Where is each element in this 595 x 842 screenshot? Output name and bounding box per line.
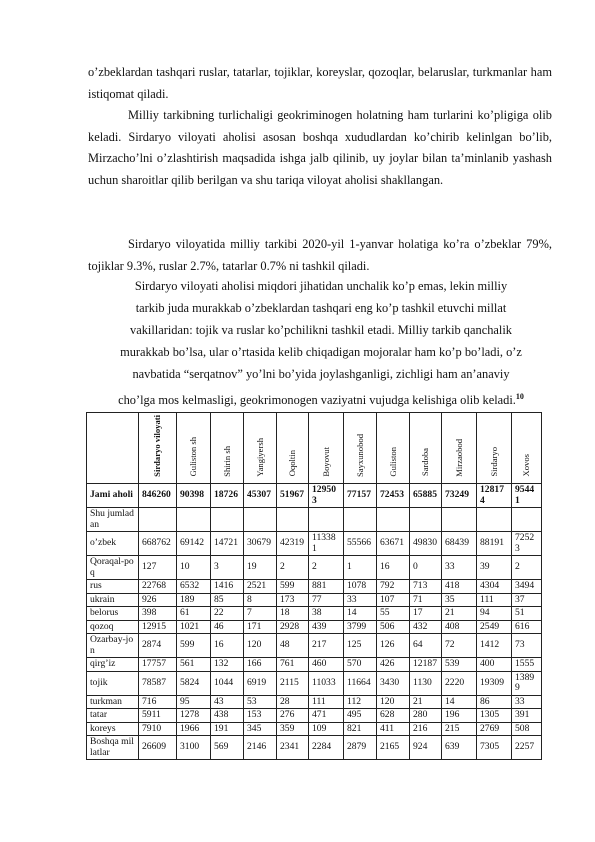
table-cell: 61 xyxy=(177,607,211,621)
column-header-label: Boyovut xyxy=(320,446,331,477)
table-cell: 639 xyxy=(442,736,477,760)
table-cell: 33 xyxy=(442,556,477,580)
table-cell: 65885 xyxy=(410,484,442,508)
table-cell: 26609 xyxy=(139,736,177,760)
table-row xyxy=(87,620,542,634)
column-header xyxy=(244,413,277,484)
row-label: ukrain xyxy=(87,593,139,607)
table-row xyxy=(87,593,542,607)
row-label: Shu jumladan xyxy=(87,508,139,532)
table-row xyxy=(87,671,542,695)
table-cell: 14 xyxy=(344,607,377,621)
table-cell: 90398 xyxy=(177,484,211,508)
table-cell: 1078 xyxy=(344,580,377,594)
table-row xyxy=(87,556,542,580)
table-cell: 10 xyxy=(177,556,211,580)
table-cell: 391 xyxy=(512,709,542,723)
column-header xyxy=(512,413,542,484)
table-cell: 30679 xyxy=(244,532,277,556)
table-cell: 4304 xyxy=(477,580,512,594)
column-header-label: Sardoba xyxy=(420,448,430,477)
column-header xyxy=(309,413,344,484)
centered-line: tarkib juda murakkab o’zbeklardan tashqari eng ko’p tashkil etuvchi millat xyxy=(135,301,507,315)
footnote-reference: 10 xyxy=(515,392,524,401)
column-header xyxy=(442,413,477,484)
column-header xyxy=(177,413,211,484)
row-label: Qoraqal-poq xyxy=(87,556,139,580)
column-header xyxy=(344,413,377,484)
table-cell: 359 xyxy=(277,722,309,736)
centered-line: murakkab bo’lsa, ular o’rtasida kelib chiqadigan mojoralar ham ko’p bo’ladi, o’z xyxy=(120,345,522,359)
table-cell: 13899 xyxy=(512,671,542,695)
table-cell: 2549 xyxy=(477,620,512,634)
column-header xyxy=(410,413,442,484)
table-cell: 94 xyxy=(477,607,512,621)
table-cell: 72523 xyxy=(512,532,542,556)
table-cell: 14 xyxy=(442,695,477,709)
table-cell: 276 xyxy=(277,709,309,723)
table-cell: 3100 xyxy=(177,736,211,760)
table-cell: 3494 xyxy=(512,580,542,594)
table-cell: 28 xyxy=(277,695,309,709)
column-header xyxy=(377,413,410,484)
table-cell: 38 xyxy=(309,607,344,621)
table-header-row xyxy=(87,413,542,484)
table-row xyxy=(87,532,542,556)
table-cell xyxy=(477,508,512,532)
column-header-label: Shirin sh xyxy=(221,445,232,477)
table-cell: 132 xyxy=(211,658,244,672)
paragraph-1: o’zbeklardan tashqari ruslar, tatarlar, tojiklar, koreyslar, qozoqlar, belaruslar, turkmanlar ham istiqomat qiladi. xyxy=(88,65,552,101)
table-cell xyxy=(442,508,477,532)
table-cell: 128174 xyxy=(477,484,512,508)
table-cell: 49830 xyxy=(410,532,442,556)
table-cell: 166 xyxy=(244,658,277,672)
row-label: qirg’iz xyxy=(87,658,139,672)
table-cell: 2 xyxy=(309,556,344,580)
table-cell: 1305 xyxy=(477,709,512,723)
table-row xyxy=(87,634,542,658)
column-header xyxy=(477,413,512,484)
table-cell: 6919 xyxy=(244,671,277,695)
table-cell: 561 xyxy=(177,658,211,672)
table-cell: 72 xyxy=(442,634,477,658)
column-header-label: Oqoltin xyxy=(287,450,297,477)
table-cell: 73 xyxy=(512,634,542,658)
table-cell: 126 xyxy=(377,634,410,658)
table-row xyxy=(87,580,542,594)
table-cell: 2874 xyxy=(139,634,177,658)
row-label: tojik xyxy=(87,671,139,695)
row-label: qozoq xyxy=(87,620,139,634)
table-cell: 88191 xyxy=(477,532,512,556)
table-cell: 1 xyxy=(344,556,377,580)
table-cell: 127 xyxy=(139,556,177,580)
table-row xyxy=(87,658,542,672)
table-cell: 846260 xyxy=(139,484,177,508)
row-label: turkman xyxy=(87,695,139,709)
table-cell: 570 xyxy=(344,658,377,672)
table-cell: 426 xyxy=(377,658,410,672)
table-cell: 72453 xyxy=(377,484,410,508)
table-cell: 113381 xyxy=(309,532,344,556)
table-cell: 1412 xyxy=(477,634,512,658)
table-cell: 16 xyxy=(377,556,410,580)
column-header-label: Sayxunobod xyxy=(354,433,365,477)
row-label: Boshqa millatlar xyxy=(87,736,139,760)
table-cell: 85 xyxy=(211,593,244,607)
table-cell: 215 xyxy=(442,722,477,736)
table-cell: 95 xyxy=(177,695,211,709)
table-cell: 19 xyxy=(244,556,277,580)
row-label: koreys xyxy=(87,722,139,736)
table-cell: 926 xyxy=(139,593,177,607)
table-cell: 12187 xyxy=(410,658,442,672)
table-cell: 14721 xyxy=(211,532,244,556)
table-cell: 495 xyxy=(344,709,377,723)
table-cell: 924 xyxy=(410,736,442,760)
table-cell: 5911 xyxy=(139,709,177,723)
column-header xyxy=(139,413,177,484)
centered-line: vakillaridan: tojik va ruslar ko’pchilikni tashkil etadi. Milliy tarkib qanchalik xyxy=(130,323,512,337)
table-cell xyxy=(277,508,309,532)
table-cell: 196 xyxy=(442,709,477,723)
table-cell: 109 xyxy=(309,722,344,736)
table-row xyxy=(87,736,542,760)
table-cell: 2146 xyxy=(244,736,277,760)
row-label: tatar xyxy=(87,709,139,723)
table-cell: 569 xyxy=(211,736,244,760)
population-table xyxy=(86,412,542,760)
table-cell: 432 xyxy=(410,620,442,634)
table-cell: 6532 xyxy=(177,580,211,594)
column-header xyxy=(211,413,244,484)
table-cell: 713 xyxy=(410,580,442,594)
header-corner xyxy=(87,413,139,484)
table-cell: 42319 xyxy=(277,532,309,556)
table-cell: 35 xyxy=(442,593,477,607)
table-cell: 125 xyxy=(344,634,377,658)
table-cell: 2257 xyxy=(512,736,542,760)
table-cell: 53 xyxy=(244,695,277,709)
table-cell: 1966 xyxy=(177,722,211,736)
row-label: o’zbek xyxy=(87,532,139,556)
table-cell xyxy=(377,508,410,532)
table-cell: 216 xyxy=(410,722,442,736)
table-cell: 45307 xyxy=(244,484,277,508)
table-cell: 2879 xyxy=(344,736,377,760)
table-cell: 506 xyxy=(377,620,410,634)
row-label: Ozarbay-jon xyxy=(87,634,139,658)
centered-line-text: cho’lga mos kelmasligi, geokrimonogen vaziyatni vujudga kelishiga olib keladi. xyxy=(118,393,516,408)
table-cell: 48 xyxy=(277,634,309,658)
table-cell: 2521 xyxy=(244,580,277,594)
centered-line: Sirdaryo viloyati aholisi miqdori jihatidan unchalik ko’p emas, lekin milliy xyxy=(134,279,508,293)
table-cell: 2 xyxy=(277,556,309,580)
table-cell: 43 xyxy=(211,695,244,709)
table-cell: 400 xyxy=(477,658,512,672)
row-label: Jami aholi xyxy=(87,484,139,508)
table-cell: 345 xyxy=(244,722,277,736)
table-cell: 55 xyxy=(377,607,410,621)
table-cell: 55566 xyxy=(344,532,377,556)
table-cell: 22 xyxy=(211,607,244,621)
table-cell: 7910 xyxy=(139,722,177,736)
table-cell: 2928 xyxy=(277,620,309,634)
table-cell: 5824 xyxy=(177,671,211,695)
table-cell: 881 xyxy=(309,580,344,594)
table-cell: 438 xyxy=(211,709,244,723)
table-row xyxy=(87,695,542,709)
table-cell: 33 xyxy=(344,593,377,607)
table-cell: 7 xyxy=(244,607,277,621)
table-cell xyxy=(344,508,377,532)
table-cell: 792 xyxy=(377,580,410,594)
table-row xyxy=(87,607,542,621)
table-cell: 111 xyxy=(477,593,512,607)
table-cell: 173 xyxy=(277,593,309,607)
table-cell: 120 xyxy=(244,634,277,658)
table-cell: 71 xyxy=(410,593,442,607)
column-header-label: Xovos xyxy=(521,454,531,477)
table-cell: 1278 xyxy=(177,709,211,723)
table-cell: 3430 xyxy=(377,671,410,695)
table-cell: 107 xyxy=(377,593,410,607)
table-cell: 39 xyxy=(477,556,512,580)
table-cell: 11664 xyxy=(344,671,377,695)
centered-line xyxy=(86,386,556,411)
table-cell: 46 xyxy=(211,620,244,634)
table-cell: 51 xyxy=(512,607,542,621)
table-cell: 129503 xyxy=(309,484,344,508)
column-header-label: Sirdaryo viloyati xyxy=(152,414,162,477)
table-cell: 17 xyxy=(410,607,442,621)
table-cell xyxy=(512,508,542,532)
table-cell: 1021 xyxy=(177,620,211,634)
table-cell: 77 xyxy=(309,593,344,607)
column-header-label: Yangiyersh xyxy=(254,437,265,477)
column-header xyxy=(277,413,309,484)
table-cell: 68439 xyxy=(442,532,477,556)
table-cell: 7305 xyxy=(477,736,512,760)
column-header-label: Mirzaobod xyxy=(453,438,464,477)
row-label: rus xyxy=(87,580,139,594)
table-cell: 408 xyxy=(442,620,477,634)
table-cell: 120 xyxy=(377,695,410,709)
table-row xyxy=(87,709,542,723)
table-cell: 33 xyxy=(512,695,542,709)
table-cell: 8 xyxy=(244,593,277,607)
table-cell: 64 xyxy=(410,634,442,658)
column-header-label: Guliston sh xyxy=(188,437,198,477)
table-cell: 616 xyxy=(512,620,542,634)
table-cell: 539 xyxy=(442,658,477,672)
table-cell: 63671 xyxy=(377,532,410,556)
table-cell xyxy=(309,508,344,532)
table-cell: 111 xyxy=(309,695,344,709)
table-cell: 2220 xyxy=(442,671,477,695)
table-cell: 2341 xyxy=(277,736,309,760)
paragraph-3: Sirdaryo viloyatida milliy tarkibi 2020-yil 1-yanvar holatiga ko’ra o’zbeklar 79%, tojiklar 9.3%, ruslar 2.7%, tatarlar 0.7% ni tashkil qiladi. xyxy=(88,237,552,273)
table-cell: 821 xyxy=(344,722,377,736)
table-cell: 411 xyxy=(377,722,410,736)
table-cell: 112 xyxy=(344,695,377,709)
table-cell xyxy=(211,508,244,532)
table-cell xyxy=(244,508,277,532)
table-cell: 439 xyxy=(309,620,344,634)
table-cell: 21 xyxy=(410,695,442,709)
table-cell: 418 xyxy=(442,580,477,594)
table-cell: 1416 xyxy=(211,580,244,594)
column-header-label: Guliston xyxy=(387,446,398,477)
table-cell xyxy=(177,508,211,532)
table-cell: 1130 xyxy=(410,671,442,695)
table-cell: 460 xyxy=(309,658,344,672)
table-cell: 37 xyxy=(512,593,542,607)
table-cell: 2769 xyxy=(477,722,512,736)
table-cell: 153 xyxy=(244,709,277,723)
column-header-label: Sirdaryo xyxy=(488,446,499,477)
table-cell: 95441 xyxy=(512,484,542,508)
table-cell: 599 xyxy=(177,634,211,658)
table-cell: 189 xyxy=(177,593,211,607)
table-cell: 21 xyxy=(442,607,477,621)
table-cell: 19309 xyxy=(477,671,512,695)
table-cell: 599 xyxy=(277,580,309,594)
table-cell: 1044 xyxy=(211,671,244,695)
table-cell: 2 xyxy=(512,556,542,580)
table-cell: 16 xyxy=(211,634,244,658)
table-cell: 2284 xyxy=(309,736,344,760)
table-cell: 86 xyxy=(477,695,512,709)
table-row xyxy=(87,722,542,736)
table-cell: 69142 xyxy=(177,532,211,556)
table-cell: 51967 xyxy=(277,484,309,508)
table-cell: 3 xyxy=(211,556,244,580)
table-cell: 12915 xyxy=(139,620,177,634)
table-cell: 171 xyxy=(244,620,277,634)
table-cell xyxy=(139,508,177,532)
table-cell: 18 xyxy=(277,607,309,621)
table-cell: 280 xyxy=(410,709,442,723)
table-cell: 508 xyxy=(512,722,542,736)
table-cell: 77157 xyxy=(344,484,377,508)
centered-line: navbatida “serqatnov” yo’lni bo’yida joylashganligi, zichligi ham an’anaviy xyxy=(132,367,510,381)
table-cell xyxy=(410,508,442,532)
table-cell: 17757 xyxy=(139,658,177,672)
table-cell: 716 xyxy=(139,695,177,709)
row-label: belorus xyxy=(87,607,139,621)
table-cell: 2115 xyxy=(277,671,309,695)
table-cell: 628 xyxy=(377,709,410,723)
table-cell: 217 xyxy=(309,634,344,658)
paragraph-2: Milliy tarkibning turlichaligi geokriminogen holatning ham turlarini ko’pligiga olib keladi. Sirdaryo viloyati aholisi asosan boshqa xududlardan ko’chirib kelinlgan bo’lib, Mirzacho’lni o’zlashtirish maqsadida ishga jalb qilinib, uy joylar bilan ta’minlanib yashash uchun sharoitlar qilib berilgan va shu tariqa viloyat aholisi shakllangan. xyxy=(88,108,552,187)
table-row xyxy=(87,508,542,532)
table-cell: 0 xyxy=(410,556,442,580)
table-row xyxy=(87,484,542,508)
table-cell: 78587 xyxy=(139,671,177,695)
table-cell: 11033 xyxy=(309,671,344,695)
table-cell: 73249 xyxy=(442,484,477,508)
table-cell: 2165 xyxy=(377,736,410,760)
table-cell: 1555 xyxy=(512,658,542,672)
table-cell: 3799 xyxy=(344,620,377,634)
table-cell: 761 xyxy=(277,658,309,672)
table-cell: 668762 xyxy=(139,532,177,556)
table-cell: 471 xyxy=(309,709,344,723)
table-cell: 22768 xyxy=(139,580,177,594)
table-cell: 398 xyxy=(139,607,177,621)
table-cell: 18726 xyxy=(211,484,244,508)
table-cell: 191 xyxy=(211,722,244,736)
